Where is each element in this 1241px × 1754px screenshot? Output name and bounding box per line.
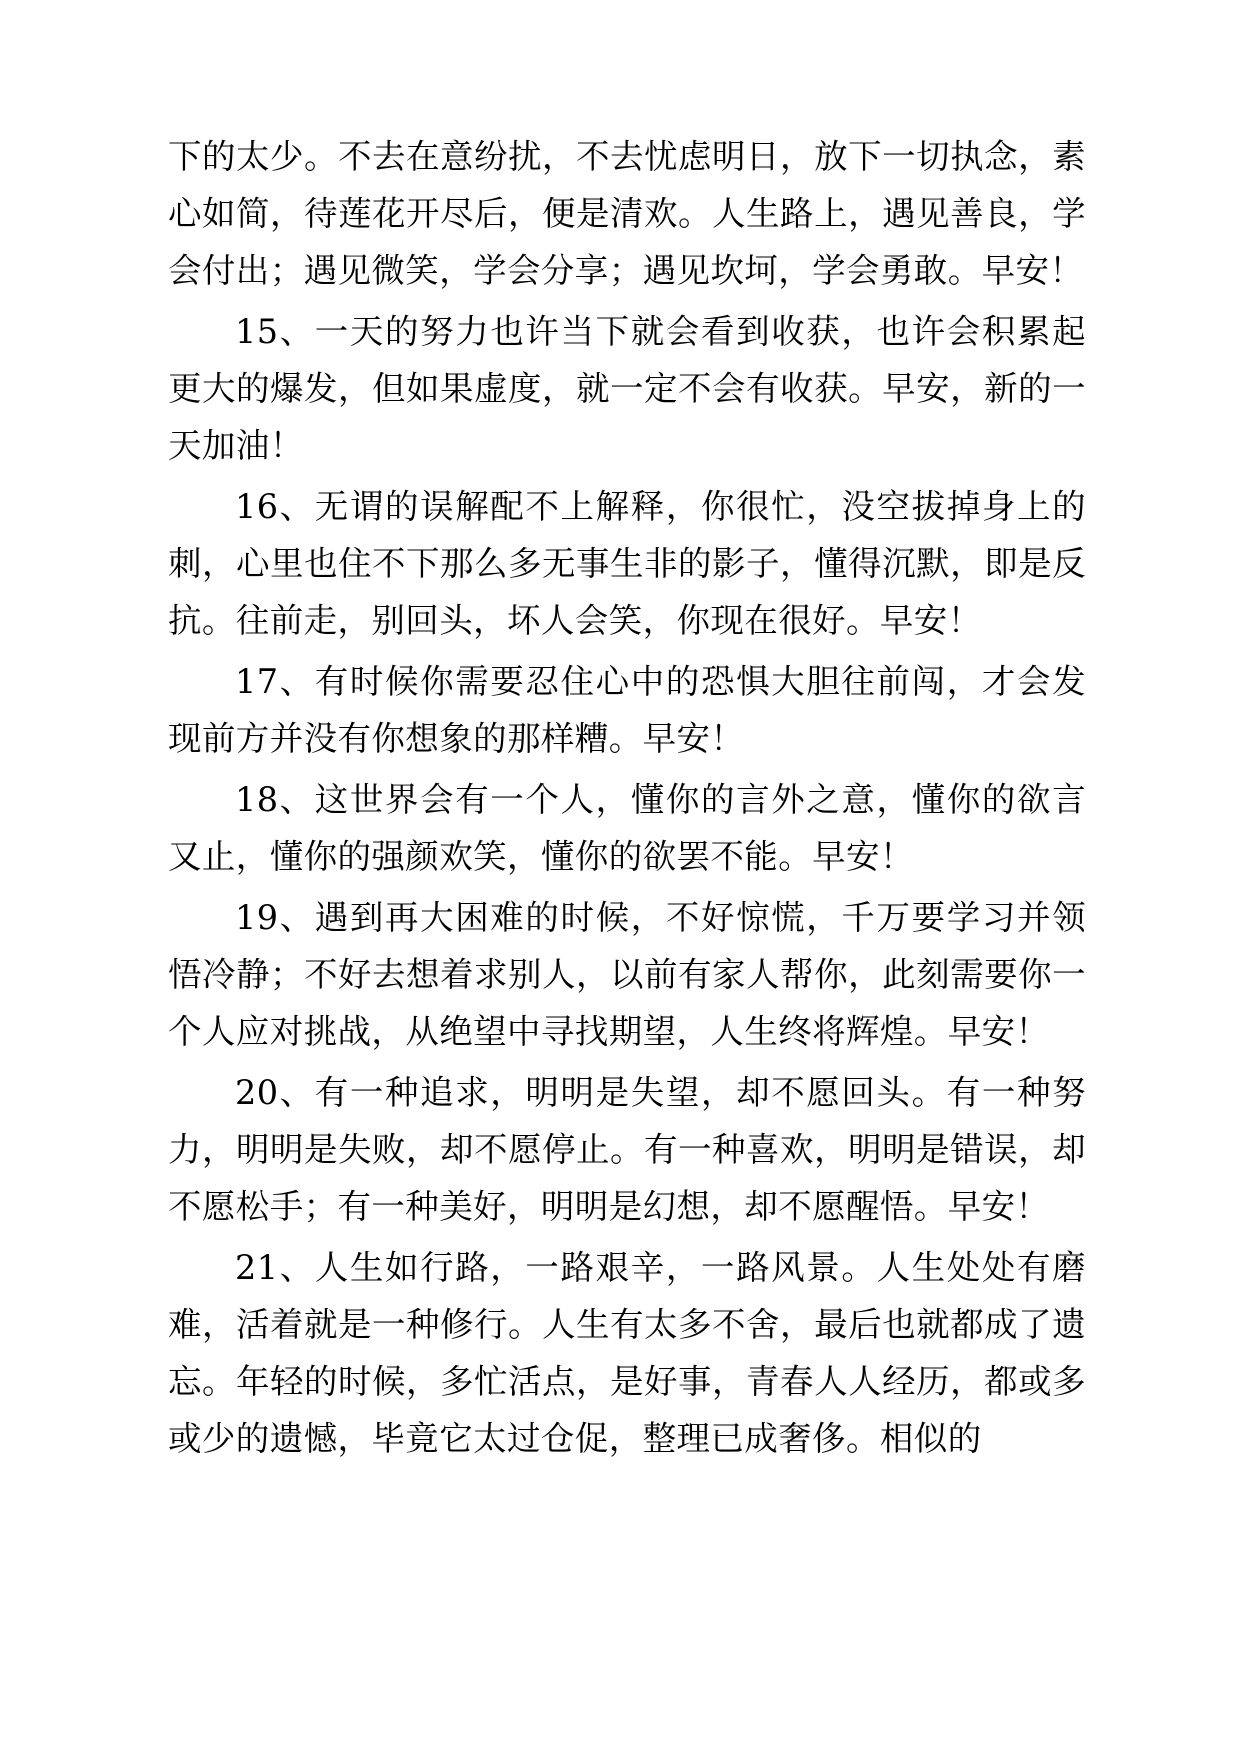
document-body (168, 128, 1086, 1467)
paragraph-item-16: 16、无谓的误解配不上解释，你很忙，没空拔掉身上的刺，心里也住不下那么多无事生非的影子，懂得沉默，即是反抗。往前走，别回头，坏人会笑，你现在很好。早安！ (168, 487, 1086, 640)
paragraph-item-15: 15、一天的努力也许当下就会看到收获，也许会积累起更大的爆发，但如果虚度，就一定不会有收获。早安，新的一天加油！ (168, 312, 1086, 465)
paragraph-item-17: 17、有时候你需要忍住心中的恐惧大胆往前闯，才会发现前方并没有你想象的那样糟。早安！ (168, 662, 1086, 758)
paragraph-continuation: 下的太少。不去在意纷扰，不去忧虑明日，放下一切执念，素心如简，待莲花开尽后，便是清欢。人生路上，遇见善良，学会付出；遇见微笑，学会分享；遇见坎坷，学会勇敢。早安！ (168, 137, 1086, 290)
paragraph-item-18: 18、这世界会有一个人，懂你的言外之意，懂你的欲言又止，懂你的强颜欢笑，懂你的欲罢不能。早安！ (168, 780, 1086, 876)
paragraph-item-19: 19、遇到再大困难的时候，不好惊慌，千万要学习并领悟冷静；不好去想着求别人，以前有家人帮你，此刻需要你一个人应对挑战，从绝望中寻找期望，人生终将辉煌。早安！ (168, 898, 1086, 1051)
paragraph-item-20: 20、有一种追求，明明是失望，却不愿回头。有一种努力，明明是失败，却不愿停止。有一种喜欢，明明是错误，却不愿松手；有一种美好，明明是幻想，却不愿醒悟。早安！ (168, 1073, 1086, 1226)
paragraph-item-21: 21、人生如行路，一路艰辛，一路风景。人生处处有磨难，活着就是一种修行。人生有太多不舍，最后也就都成了遗忘。年轻的时候，多忙活点，是好事，青春人人经历，都或多或少的遗憾，毕竟它太过仓促，整理已成奢侈。相似的 (168, 1248, 1086, 1458)
